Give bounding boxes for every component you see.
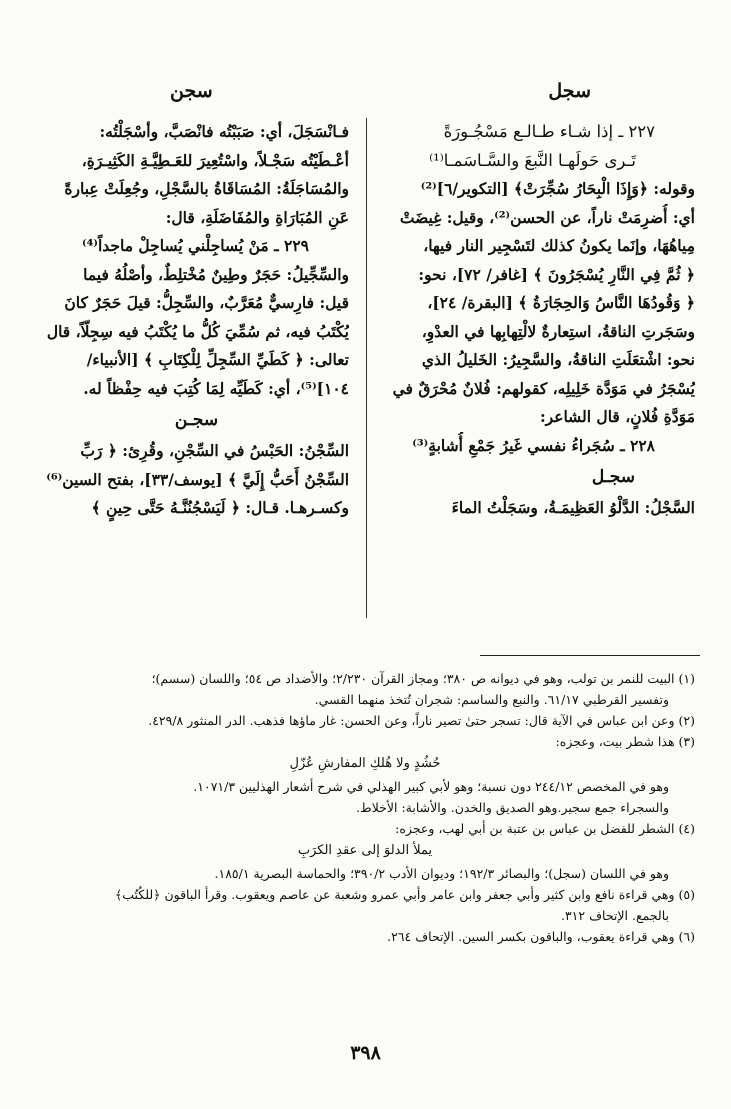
text-line: ٢٢٧ ـ إذا شـاء طـالـع مَسْجُـورَةً — [443, 122, 655, 141]
left-column — [44, 118, 349, 523]
verse-line: ٢٢٨ ـ سُجَراءُ نفسي غَيرُ جَمْعِ أُشابةٍ⁽³⁾ — [412, 435, 655, 455]
text-line: ١٠٤]⁽⁵⁾، أي: كَطَيِّه لِمَا كُتِبَ فيه حِفْظاً له. — [83, 378, 349, 398]
footnote-line: وهو في المخصص ٢٤٤/١٢ دون نسبة؛ وهو لأبي كبير الهذلي في شرح أشعار الهذليين ١٠٧١/٣. — [193, 779, 669, 794]
text-line: فـانْسَجَلَ، أي: صَبَبْتُه فانْصَبَّ، وأسْجَلْتُه: — [99, 122, 349, 141]
text-line: ﴿ ثُمَّ فِي النَّارِ يُسْجَرُونَ ﴾ [غافر/ ٧٢]، نحو: — [418, 264, 695, 284]
footnote-line: وتفسير القرطبي ٦١/١٧. والنبع والساسم: شجران تُتخذ منهما القسي. — [314, 692, 669, 707]
footnote-line: (١) البيت للنمر بن تولب، وهو في ديوانه ص ٣٨٠؛ ومجاز القرآن ٢/٢٣٠؛ والأضداد ص ٥٤؛ واللسان (سسم)؛ — [151, 671, 695, 686]
text-line: تعالى: ﴿ كَطَيِّ السِّجِلِّ لِلْكِتَابِ ﴾ [الأنبياء/ — [86, 350, 349, 369]
footnote-line: حُشُدٍ ولا هُلكِ المفارشِ عُزّلِ — [289, 756, 441, 771]
entry-heading-sajn: سجـن — [174, 410, 219, 430]
footnote-line: والسجراء جمع سجير.وهو الصديق والخدن. والأشابة: الأخلاط. — [356, 800, 669, 815]
footnote-line: (٣) هذا شطر بيت، وعجزه: — [555, 734, 695, 749]
text-line: السِّجْنُ أَحَبُّ إِلَيَّ ﴾ [يوسف/٣٣]، بفتح السين⁽⁶⁾ — [46, 469, 349, 489]
page-number: ٣٩٨ — [350, 1042, 381, 1064]
text-line: وقوله: ﴿وَإِذَا الْبِحَارُ سُجِّرَتْ﴾ [التكوير/٦]⁽²⁾ — [420, 179, 695, 198]
footnote-rule — [480, 655, 700, 656]
left-column-heading: سجن — [170, 80, 213, 102]
footnote-line: يملأ الدلوَ إلى عقدِ الكرَبِ — [297, 843, 433, 858]
column-divider — [366, 118, 367, 618]
entry-heading-sajl: سجـل — [591, 467, 635, 487]
text-line: تَـرى حَولَهـا النَّبعَ والسَّـاسَمـا⁽¹⁾ — [429, 150, 636, 170]
text-line: وسَجَرتِ الناقةُ، استِعارةٌ لالْتِهابِها في العدْوِ، — [421, 321, 695, 341]
footnote-line: (٦) وهي قراءة يعقوب، والباقون بكسر السين. الإتحاف ٢٦٤. — [387, 929, 695, 944]
text-line: أعْـطَيْتُه سَجْـلاً، واسْتُعِيرَ للعَـطِيَّـةِ الكَثِيـرَةِ، — [81, 150, 349, 170]
footnote-line: وهو في اللسان (سجل)؛ والبصائر ١٩٢/٣؛ وديوان الأدب ٣٩٠/٢؛ والحماسة البصرية ١٨٥/١. — [214, 866, 669, 881]
text-line: مِياهُهَا، وإنَما يكونُ كذلك لتَسْجِير النار فيها، — [423, 236, 695, 255]
text-line: يُسْجَرُ في مَوَدَّة خَلِيلِه، كقولهم: فُلانٌ مُحْرَقٌ في — [392, 378, 695, 398]
text-line: ﴿ وَقُودُهَا النَّاسُ وَالحِجَارَةُ ﴾ [البقرة/ ٢٤]، — [427, 293, 695, 312]
text-line: والسِّجِّيلُ: حَجَرٌ وطِينٌ مُخْتلِطٌ، وأصْلُهُ فيما — [83, 264, 349, 284]
footnote-line: (٢) وعن ابن عباس في الآية قال: تسجر حتىٰ تصير ناراً، وعن الحسن: غار ماؤها فذهب. الدر المنثور ٤٢٩/٨. — [148, 713, 695, 728]
text-line: وكسـرهـا. قـال: ﴿ لَيَسْجُنُنَّـهُ حَتَّى حِينٍ ﴾ — [91, 498, 349, 517]
text-line: والمُسَاجَلَةُ: المُسَاقَاةُ بالسَّجْلِ، وجُعِلَتْ عِبارةً — [64, 179, 349, 198]
footnote-line: (٤) الشطر للفضل بن عباس بن عتبة بن أبي لهب، وعجزه: — [395, 821, 695, 836]
text-line: السِّجْنُ: الحَبْسُ في السِّجْنِ، وقُرِئ: ﴿ رَبِّ — [80, 441, 349, 460]
text-line: يُكْتَبُ فيه، ثم سُمِّيَ كُلُّ ما يُكْتَبُ فيه سِجِلّاً، قال — [46, 321, 349, 341]
right-column — [370, 118, 695, 523]
footnote-line: (٥) وهي قراءة نافع وابن كثير وأبي جعفر وابن عامر وأبي عمرو وشعبة عن عاصم ويعقوب. وقرأ الباقون ﴿للكُتُب﴾ — [114, 887, 695, 902]
text-line: عَنِ المُبَارَاةِ والمُفَاضَلَةِ، قال: — [165, 207, 349, 227]
text-line: أي: أُضرِمَتْ ناراً، عن الحسن⁽²⁾، وقيل: غِيضَتْ — [399, 207, 695, 227]
text-line: نحو: اشْتعَلَتِ الناقةُ، والسَّجِيرُ: الخَليلُ الذي — [421, 350, 695, 369]
footnotes — [35, 668, 695, 947]
text-line: قيل: فارِسيٌّ مُعَرَّبٌ، والسِّجِلُّ: قيلَ حَجَرٌ كانَ — [64, 293, 349, 312]
footnote-line: بالجمع. الإتحاف ٣١٢. — [560, 908, 669, 923]
text-line: ٢٢٩ ـ مَنْ يُساجِلْني يُساجِلْ ماجداً⁽⁴⁾ — [81, 236, 309, 255]
text-line: السَّجْلُ: الدَّلْوُ العَظِيمَـةُ، وسَجَلْتُ الماءَ — [451, 498, 695, 517]
right-column-heading: سجل — [548, 80, 591, 102]
text-line: مَوَدَّةِ فُلانٍ، قال الشاعر: — [539, 407, 695, 426]
